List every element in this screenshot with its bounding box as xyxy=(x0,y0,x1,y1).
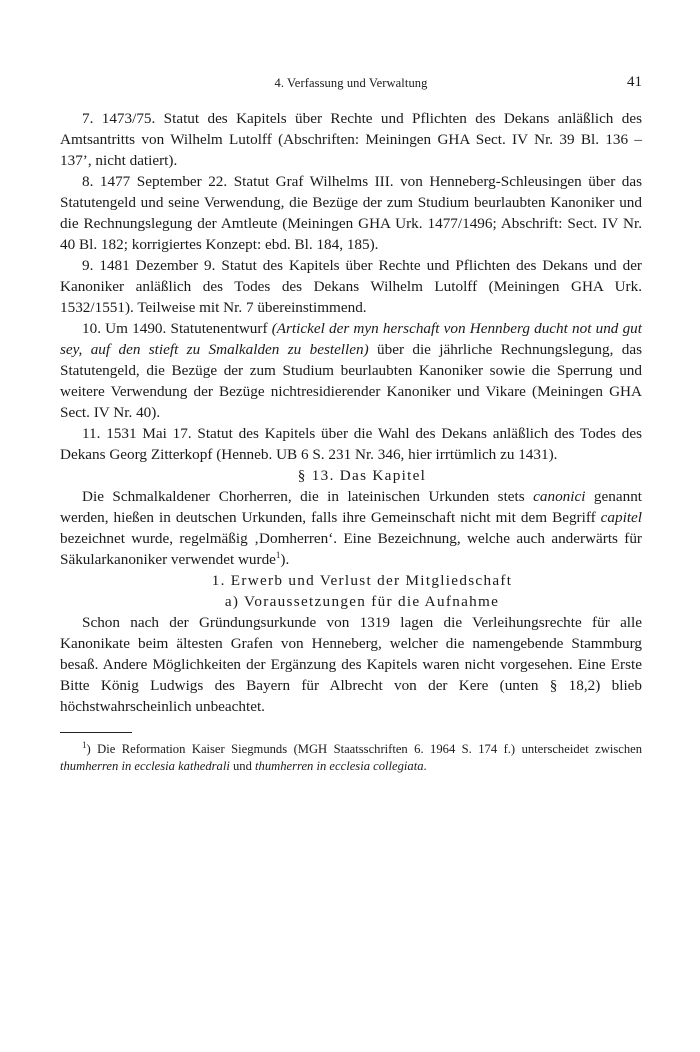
statute-item-9: 9. 1481 Dezember 9. Statut des Kapitels über Rechte und Pflichten des Dekans und der Kanoniker anläßlich des Todes des Dekans Wilhelm Lutolff (Meiningen GHA Urk. 1532/1551). Teilweise mit Nr. 7 übereinstimmend. xyxy=(60,257,642,316)
footnote xyxy=(60,741,642,775)
running-title: 4. Verfassung und Verwaltung xyxy=(274,76,428,90)
subsubsection-heading: a) Voraussetzungen für die Aufnahme xyxy=(224,593,500,610)
para-text-c: bezeichnet wurde, regelmäßig ‚Domherren‘. Eine Bezeichnung, welche auch anderwärts für Säkularkanoniker verwendet wurde xyxy=(60,530,642,568)
footnote-text-c: . xyxy=(423,759,427,773)
item-10-text: 10. Um 1490. Statutenentwurf xyxy=(82,320,272,337)
item-10-rest: über die jährliche Rechnungslegung, das Statutengeld, die Bezüge der zum Studium beurlaubten Kanoniker sowie die Sperrung und weitere Verwendung der Bezüge nichtresidierender Kanoniker und Vikare (Meiningen GHA Sect. IV Nr. 40). xyxy=(60,341,642,421)
section-paragraph xyxy=(60,486,642,570)
footnote-term-1: thumherren in ecclesia kathedrali xyxy=(60,759,230,773)
page-body xyxy=(60,108,642,775)
page-header xyxy=(60,74,642,94)
section-heading: § 13. Das Kapitel xyxy=(297,467,427,484)
para-text-a: Die Schmalkaldener Chorherren, die in lateinischen Urkunden stets xyxy=(82,488,534,505)
term-canonici: canonici xyxy=(533,488,586,505)
para-text-b: genannt werden, hießen in deutschen Urkunden, falls ihre Gemeinschaft nicht mit dem Begriff xyxy=(60,488,643,526)
footnote-mark: 1 xyxy=(82,739,87,750)
footnote-divider xyxy=(60,732,132,733)
footnote-term-2: thumherren in ecclesia collegiata xyxy=(255,759,424,773)
item-10-quote: (Artickel der myn herschaft von Hennberg ducht not und gut sey, auf den stieft zu Smalkalden zu bestellen) xyxy=(60,320,642,358)
footnote-text-b: und xyxy=(229,759,256,773)
para-text-d: ). xyxy=(280,551,290,568)
term-capitel: capitel xyxy=(600,509,642,526)
statute-item-11: 11. 1531 Mai 17. Statut des Kapitels über die Wahl des Dekans anläßlich des Todes des Dekans Georg Zitterkopf (Henneb. UB 6 S. 231 Nr. 346, hier irrtümlich zu 1431). xyxy=(60,425,642,463)
subsection-heading: 1. Erwerb und Verlust der Mitgliedschaft xyxy=(211,572,513,589)
statute-item-10 xyxy=(60,318,642,423)
subsection-paragraph: Schon nach der Gründungsurkunde von 1319 lagen die Verleihungsrechte für alle Kanonikate beim ältesten Grafen von Henneberg, welcher die namengebende Stammburg besaß. Andere Möglichkeiten der Ergänzung des Kapitels waren nicht vorgesehen. Eine Erste Bitte König Ludwigs des Bayern für Albrecht von der Kere (unten § 18,2) blieb höchstwahrscheinlich unbeachtet. xyxy=(60,614,642,715)
statute-item-8: 8. 1477 September 22. Statut Graf Wilhelms III. von Henneberg-Schleusingen über das Statutengeld und seine Verwendung, die Bezüge der zum Studium beurlaubten Kanoniker und die Rechnungslegung der Amtleute (Meiningen GHA Urk. 1477/1496; Abschrift: Sect. IV Nr. 40 Bl. 182; korrigiertes Konzept: ebd. Bl. 184, 185). xyxy=(60,173,642,253)
statute-item-7: 7. 1473/75. Statut des Kapitels über Rechte und Pflichten des Dekans anläßlich des Amtsantritts von Wilhelm Lutolff (Abschriften: Meiningen GHA Sect. IV Nr. 39 Bl. 136 – 137’, nicht datiert). xyxy=(60,110,642,169)
footnote-text-a: ) Die Reformation Kaiser Siegmunds (MGH Staatsschriften 6. 1964 S. 174 f.) unterscheidet zwischen xyxy=(86,742,642,756)
footnote-reference[interactable]: 1 xyxy=(275,549,281,560)
page-number: 41 xyxy=(627,74,642,90)
